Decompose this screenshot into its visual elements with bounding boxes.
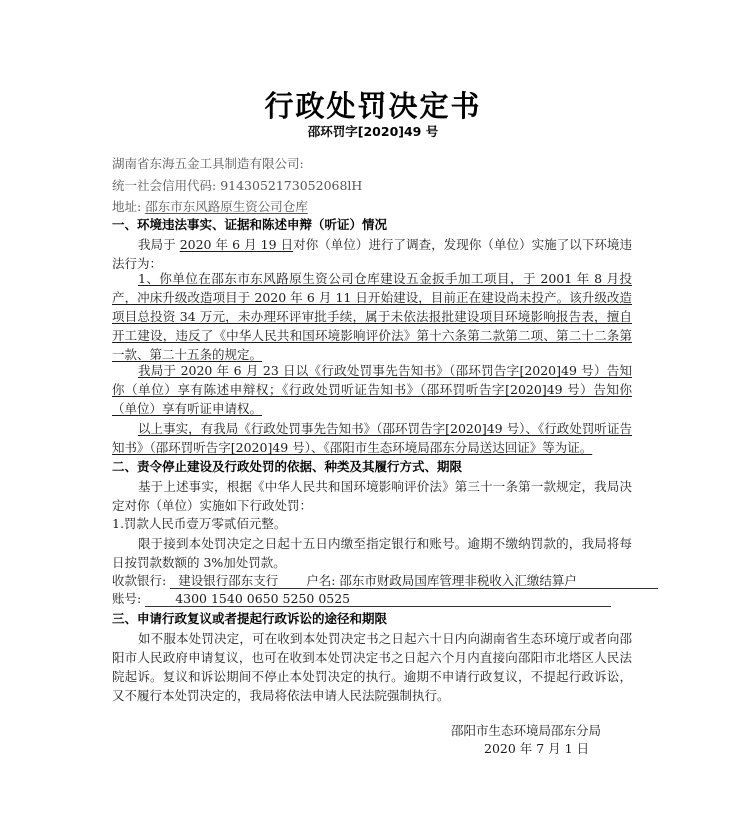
section3-heading: 三、申请行政复议或者提起行政诉讼的途径和期限 (112, 611, 388, 626)
investigation-text-b: 对你（单位）进行了调查，发现你（单位）实施了以下环境违法行为： (112, 237, 632, 271)
bank-value: 建设银行邵东支行 (170, 573, 306, 589)
account-label: 账号: (112, 591, 146, 606)
address-line (112, 198, 642, 215)
account-name-label: 户名: (306, 573, 340, 588)
investigation-text-a: 我局于 (138, 237, 180, 252)
bank-label: 收款银行: (112, 573, 171, 588)
investigation-date: 2020 年 6 月 19 日 (179, 237, 294, 252)
issuing-authority: 邵阳市生态环境局邵东分局 (451, 723, 602, 738)
document-title: 行政处罚决定书 (264, 89, 482, 123)
account-line (112, 590, 642, 607)
appeal-paragraph: 如不服本处罚决定，可在收到本处罚决定书之日起六十日内向湖南省生态环境厅或者向邵阳市人民政府申请复议，也可在收到本处罚决定书之日起六个月内直接向邵阳市北塔区人民法院起诉。复议和诉讼期间不停止本处罚决定的执行。逾期不申请行政复议，不提起行政诉讼，又不履行本处罚决定的，我局将依法申请人民法院强制执行。 (112, 631, 632, 703)
credit-code-value: 9143052173052068lH (220, 178, 363, 193)
bank-line (112, 572, 642, 589)
party-name: 湖南省东海五金工具制造有限公司: (112, 156, 304, 171)
payment-deadline: 限于接到本处罚决定之日起十五日内缴至指定银行和账号。逾期不缴纳罚款的，我局将每日按罚款数额的 3%加处罚款。 (112, 536, 632, 570)
issue-date: 2020 年 7 月 1 日 (484, 741, 590, 756)
notice-paragraph: 我局于 2020 年 6 月 23 日以《行政处罚事先告知书》（邵环罚告字[2020]49 号）告知你（单位）享有陈述申辩权；《行政处罚听证告知书》（邵环罚听告字[2020]49 号）告知你（单位）享有听证申请权。 (112, 363, 632, 416)
violation-facts: 1、你单位在邵东市东风路原生资公司仓库建设五金扳手加工项目，于 2001 年 8 月投产，冲床升级改造项目于 2020 年 6 月 11 日开始建设，目前正在建设尚未投产。该升级改造项目总投资 34 万元，未办理环评审批手续，属于未依法报批建设项目环境影响报告表，擅自开工建设，违反了《中华人民共和国环境影响评价法》第十六条第二款第二项、第二十二条第一款、第二十五条的规定。 (112, 271, 632, 362)
credit-code-label: 统一社会信用代码: (112, 178, 221, 193)
account-number: 4300 1540 0650 5250 0525 (145, 591, 611, 607)
section2-heading: 二、责令停止建设及行政处罚的依据、种类及其履行方式、期限 (112, 459, 463, 474)
evidence-paragraph: 以上事实，有我局《行政处罚事先告知书》（邵环罚告字[2020]49 号）、《行政处罚听证告知书》（邵环罚听告字[2020]49 号）、《邵阳市生态环境局邵东分局送达回证》等为证。 (112, 421, 632, 455)
section1-heading: 一、环境违法事实、证据和陈述申辩（听证）情况 (112, 217, 388, 232)
account-name-blank (306, 573, 658, 589)
penalty-basis: 基于上述事实，根据《中华人民共和国环境影响评价法》第三十一条第一款规定，我局决定对你（单位）实施如下行政处罚： (112, 479, 632, 513)
address-label: 地址: (112, 199, 146, 214)
address-value: 邵东市东风路原生资公司仓库 (145, 199, 308, 214)
section1-paragraph-1 (112, 235, 632, 273)
penalty-item-1: 1.罚款人民币壹万零贰佰元整。 (112, 516, 287, 531)
document-number: 邵环罚字[2020]49 号 (307, 124, 439, 139)
credit-code-line (112, 177, 642, 194)
account-name-value: 邵东市财政局国库管理非税收入汇缴结算户 (339, 573, 577, 588)
